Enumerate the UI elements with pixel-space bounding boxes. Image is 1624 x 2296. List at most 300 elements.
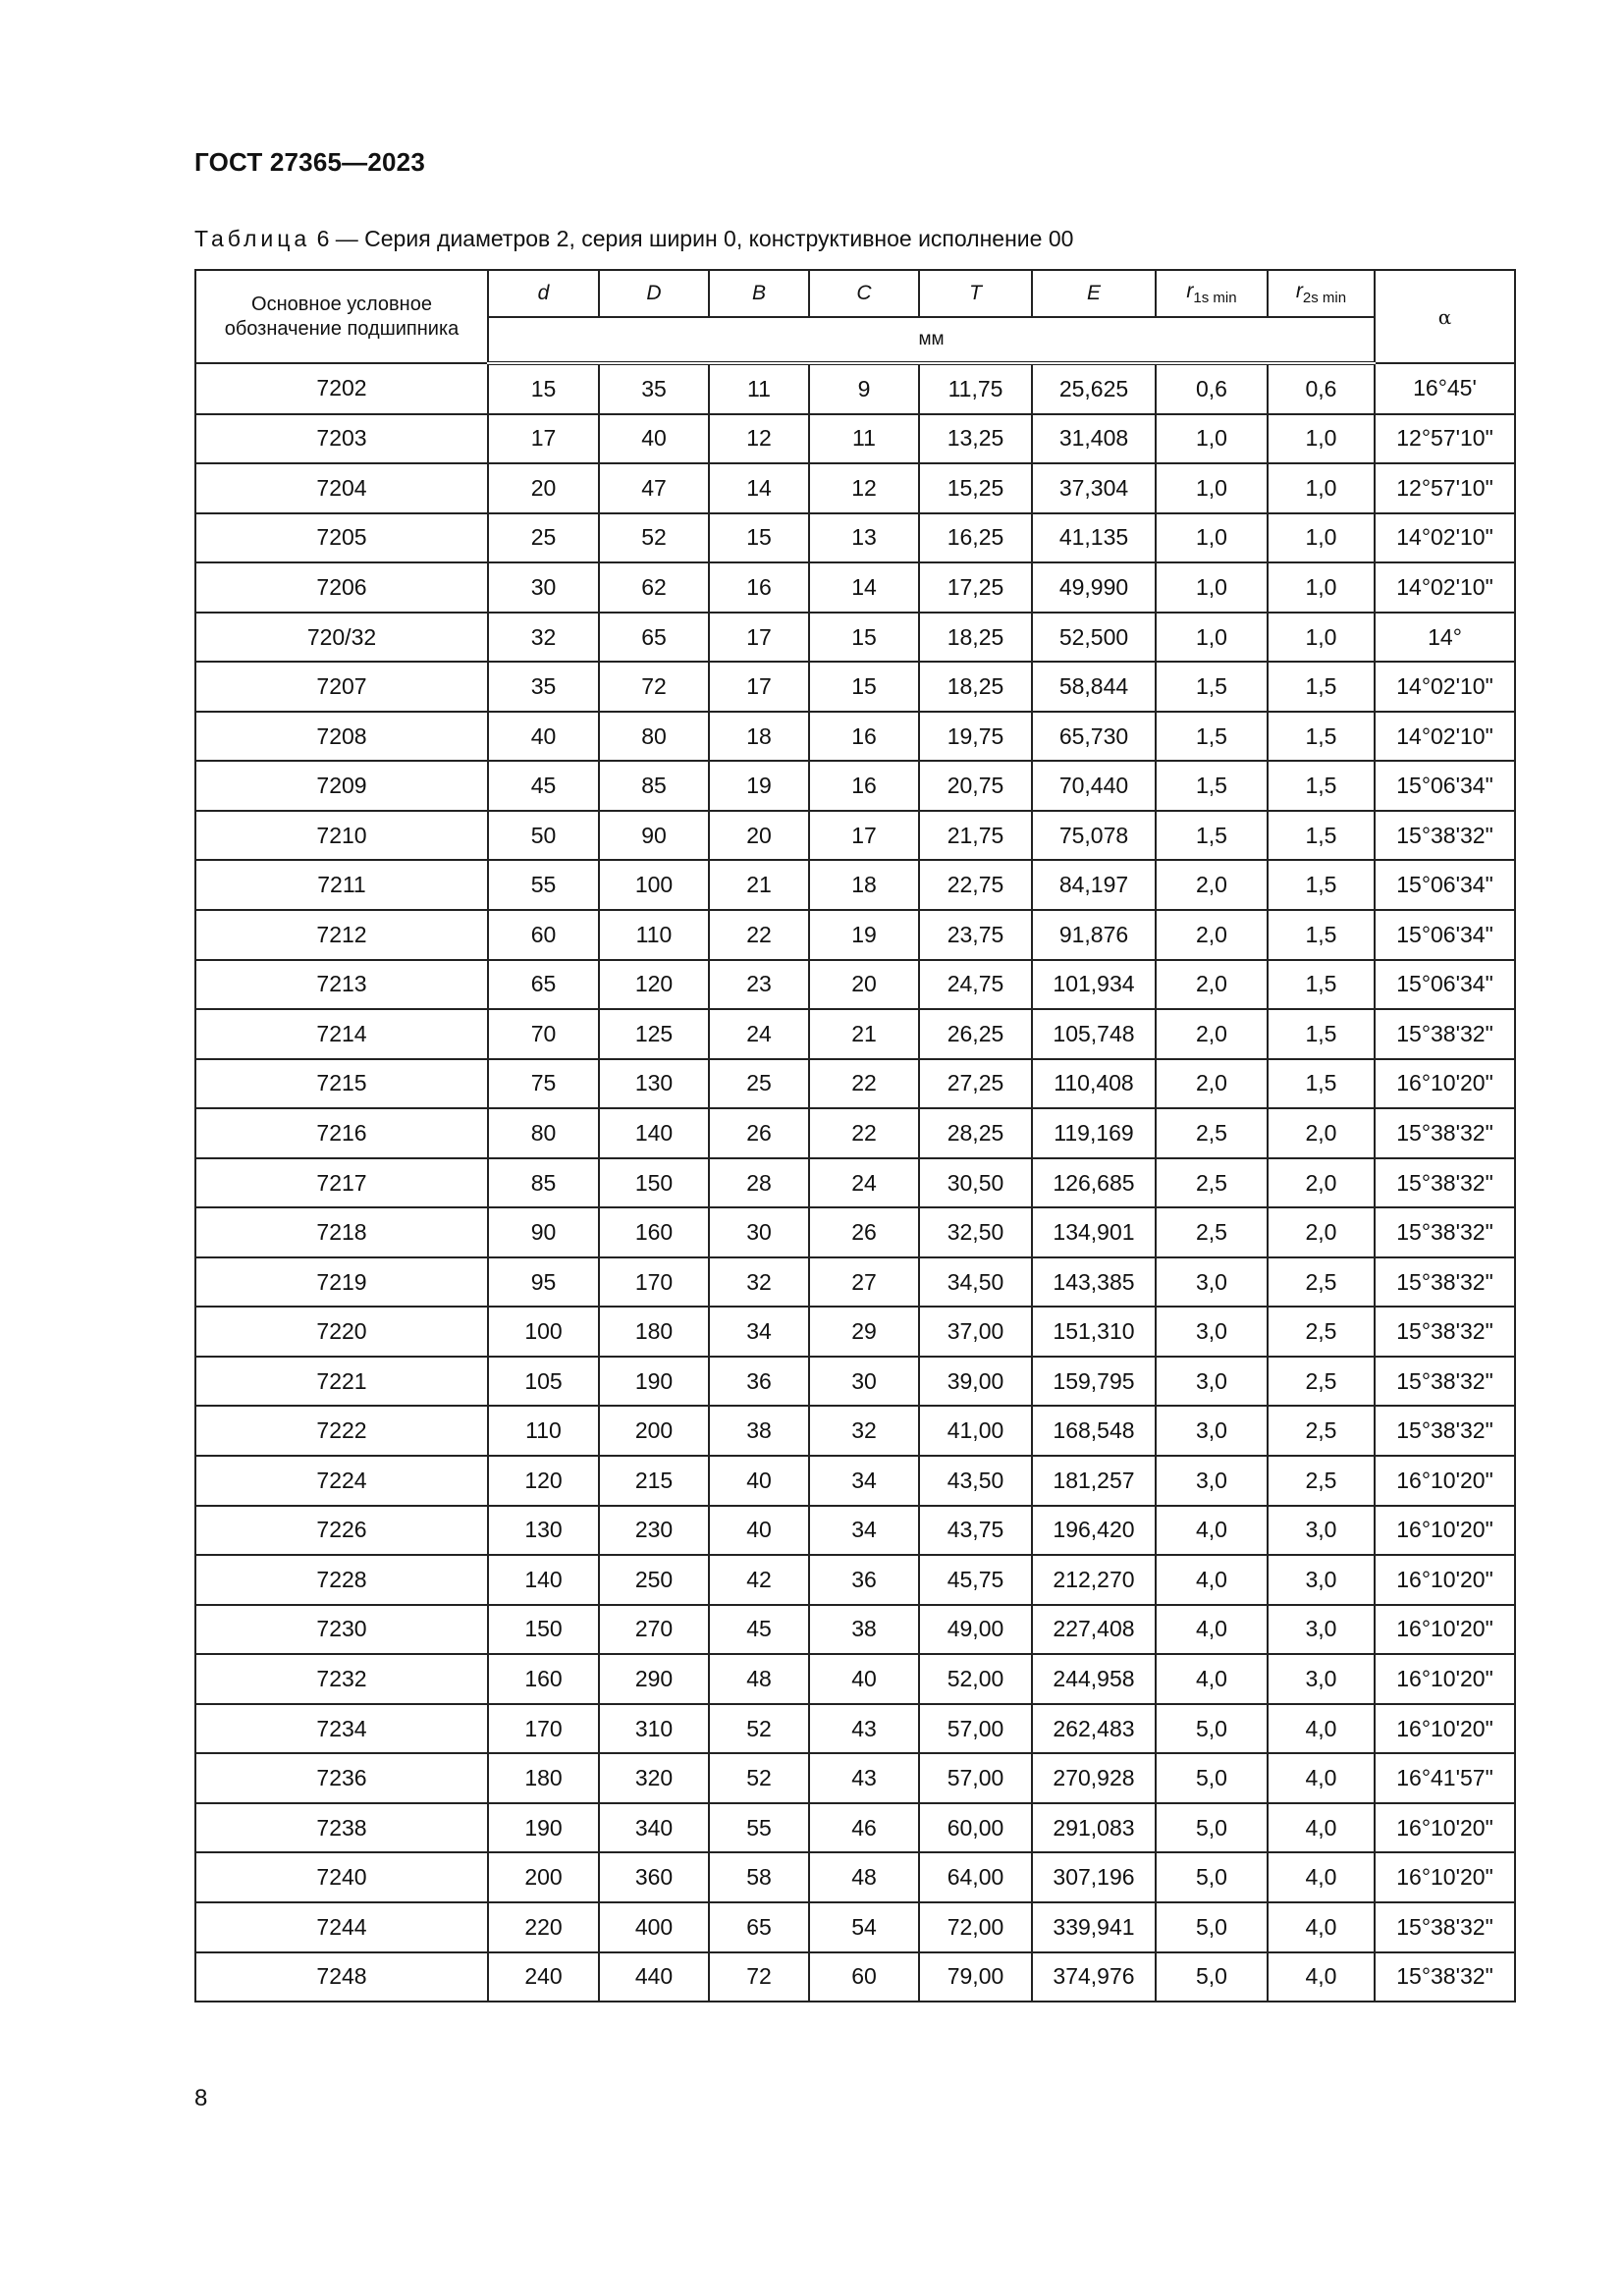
cell-d: 32 (488, 613, 599, 663)
table-row (195, 910, 1515, 960)
cell-T: 15,25 (919, 463, 1032, 513)
table-row (195, 1406, 1515, 1456)
cell-E: 105,748 (1032, 1009, 1156, 1059)
cell-C: 43 (809, 1704, 919, 1754)
cell-D: 65 (599, 613, 709, 663)
cell-alpha: 16°10'20" (1375, 1059, 1515, 1109)
cell-alpha: 14°02'10" (1375, 513, 1515, 563)
cell-T: 21,75 (919, 811, 1032, 861)
cell-r2s-min: 2,0 (1268, 1207, 1375, 1257)
cell-D: 110 (599, 910, 709, 960)
header-r2s-symbol: r (1295, 280, 1303, 303)
cell-C: 38 (809, 1605, 919, 1655)
cell-E: 84,197 (1032, 860, 1156, 910)
cell-designation: 7230 (195, 1605, 488, 1655)
cell-d: 160 (488, 1654, 599, 1704)
cell-T: 43,50 (919, 1456, 1032, 1506)
cell-d: 75 (488, 1059, 599, 1109)
cell-alpha: 16°10'20" (1375, 1456, 1515, 1506)
cell-T: 64,00 (919, 1852, 1032, 1902)
cell-D: 35 (599, 363, 709, 414)
cell-designation: 7234 (195, 1704, 488, 1754)
cell-r1s-min: 2,0 (1156, 960, 1268, 1010)
cell-B: 19 (709, 761, 809, 811)
cell-r2s-min: 2,5 (1268, 1357, 1375, 1407)
header-E: E (1032, 270, 1156, 317)
cell-r1s-min: 4,0 (1156, 1506, 1268, 1556)
cell-r1s-min: 5,0 (1156, 1852, 1268, 1902)
cell-E: 291,083 (1032, 1803, 1156, 1853)
cell-D: 80 (599, 712, 709, 762)
cell-B: 11 (709, 363, 809, 414)
cell-alpha: 16°10'20" (1375, 1605, 1515, 1655)
cell-alpha: 15°38'32" (1375, 1406, 1515, 1456)
cell-r1s-min: 1,5 (1156, 811, 1268, 861)
cell-designation: 7208 (195, 712, 488, 762)
cell-r2s-min: 1,5 (1268, 811, 1375, 861)
cell-B: 38 (709, 1406, 809, 1456)
cell-r2s-min: 2,5 (1268, 1307, 1375, 1357)
cell-D: 85 (599, 761, 709, 811)
cell-r2s-min: 2,0 (1268, 1108, 1375, 1158)
cell-alpha: 15°06'34" (1375, 761, 1515, 811)
cell-E: 75,078 (1032, 811, 1156, 861)
cell-alpha: 16°10'20" (1375, 1704, 1515, 1754)
cell-designation: 7248 (195, 1952, 488, 2002)
table-row (195, 1902, 1515, 1952)
cell-C: 29 (809, 1307, 919, 1357)
cell-alpha: 12°57'10" (1375, 463, 1515, 513)
cell-C: 30 (809, 1357, 919, 1407)
cell-r2s-min: 1,5 (1268, 860, 1375, 910)
cell-r1s-min: 0,6 (1156, 363, 1268, 414)
cell-E: 374,976 (1032, 1952, 1156, 2002)
cell-B: 45 (709, 1605, 809, 1655)
cell-d: 40 (488, 712, 599, 762)
cell-E: 168,548 (1032, 1406, 1156, 1456)
cell-designation: 7238 (195, 1803, 488, 1853)
cell-r2s-min: 2,0 (1268, 1158, 1375, 1208)
table-row (195, 1158, 1515, 1208)
header-r2s-min (1268, 270, 1375, 317)
cell-T: 39,00 (919, 1357, 1032, 1407)
header-r1s-subscript: 1s min (1193, 290, 1237, 307)
cell-r1s-min: 2,5 (1156, 1207, 1268, 1257)
cell-E: 339,941 (1032, 1902, 1156, 1952)
cell-B: 32 (709, 1257, 809, 1308)
cell-r1s-min: 5,0 (1156, 1704, 1268, 1754)
cell-B: 55 (709, 1803, 809, 1853)
cell-T: 52,00 (919, 1654, 1032, 1704)
cell-alpha: 15°38'32" (1375, 1158, 1515, 1208)
cell-d: 105 (488, 1357, 599, 1407)
cell-C: 9 (809, 363, 919, 414)
cell-B: 23 (709, 960, 809, 1010)
cell-E: 134,901 (1032, 1207, 1156, 1257)
cell-r2s-min: 1,5 (1268, 1009, 1375, 1059)
cell-T: 41,00 (919, 1406, 1032, 1456)
cell-D: 62 (599, 562, 709, 613)
cell-B: 16 (709, 562, 809, 613)
cell-B: 22 (709, 910, 809, 960)
cell-C: 26 (809, 1207, 919, 1257)
cell-alpha: 14° (1375, 613, 1515, 663)
header-T: T (919, 270, 1032, 317)
cell-E: 65,730 (1032, 712, 1156, 762)
cell-d: 60 (488, 910, 599, 960)
cell-r1s-min: 1,0 (1156, 613, 1268, 663)
cell-designation: 7236 (195, 1753, 488, 1803)
cell-d: 35 (488, 662, 599, 712)
cell-B: 26 (709, 1108, 809, 1158)
table-row (195, 712, 1515, 762)
cell-d: 45 (488, 761, 599, 811)
cell-r1s-min: 1,5 (1156, 761, 1268, 811)
header-D: D (599, 270, 709, 317)
cell-r2s-min: 2,5 (1268, 1456, 1375, 1506)
cell-D: 320 (599, 1753, 709, 1803)
cell-D: 150 (599, 1158, 709, 1208)
cell-B: 72 (709, 1952, 809, 2002)
cell-d: 25 (488, 513, 599, 563)
cell-r1s-min: 3,0 (1156, 1307, 1268, 1357)
table-row (195, 1852, 1515, 1902)
table-row (195, 1555, 1515, 1605)
cell-r2s-min: 1,5 (1268, 712, 1375, 762)
cell-C: 16 (809, 712, 919, 762)
cell-B: 17 (709, 662, 809, 712)
cell-T: 34,50 (919, 1257, 1032, 1308)
table-row (195, 1357, 1515, 1407)
cell-T: 18,25 (919, 662, 1032, 712)
cell-alpha: 15°38'32" (1375, 1952, 1515, 2002)
cell-d: 140 (488, 1555, 599, 1605)
cell-E: 37,304 (1032, 463, 1156, 513)
cell-T: 17,25 (919, 562, 1032, 613)
cell-T: 30,50 (919, 1158, 1032, 1208)
cell-designation: 7220 (195, 1307, 488, 1357)
header-r2s-subscript: 2s min (1302, 290, 1347, 307)
cell-d: 65 (488, 960, 599, 1010)
cell-B: 36 (709, 1357, 809, 1407)
table-row (195, 1257, 1515, 1308)
cell-alpha: 16°10'20" (1375, 1654, 1515, 1704)
cell-B: 17 (709, 613, 809, 663)
cell-D: 190 (599, 1357, 709, 1407)
cell-B: 34 (709, 1307, 809, 1357)
cell-alpha: 16°41'57" (1375, 1753, 1515, 1803)
cell-D: 440 (599, 1952, 709, 2002)
cell-designation: 7215 (195, 1059, 488, 1109)
cell-r1s-min: 1,0 (1156, 562, 1268, 613)
cell-r1s-min: 3,0 (1156, 1406, 1268, 1456)
cell-r2s-min: 1,0 (1268, 562, 1375, 613)
cell-T: 43,75 (919, 1506, 1032, 1556)
table-caption-prefix: Таблица (194, 226, 311, 251)
cell-designation: 7232 (195, 1654, 488, 1704)
cell-d: 120 (488, 1456, 599, 1506)
cell-D: 310 (599, 1704, 709, 1754)
header-unit: мм (488, 317, 1375, 363)
cell-r1s-min: 5,0 (1156, 1902, 1268, 1952)
header-r1s-symbol: r (1186, 280, 1194, 303)
cell-E: 70,440 (1032, 761, 1156, 811)
cell-D: 360 (599, 1852, 709, 1902)
cell-B: 12 (709, 414, 809, 464)
cell-C: 32 (809, 1406, 919, 1456)
table-row (195, 1654, 1515, 1704)
cell-E: 91,876 (1032, 910, 1156, 960)
cell-designation: 7210 (195, 811, 488, 861)
cell-d: 20 (488, 463, 599, 513)
cell-d: 15 (488, 363, 599, 414)
header-r1s-min (1156, 270, 1268, 317)
cell-T: 27,25 (919, 1059, 1032, 1109)
bearing-dimensions-table (194, 269, 1516, 2002)
cell-d: 220 (488, 1902, 599, 1952)
cell-d: 80 (488, 1108, 599, 1158)
cell-D: 47 (599, 463, 709, 513)
cell-E: 244,958 (1032, 1654, 1156, 1704)
cell-alpha: 15°06'34" (1375, 860, 1515, 910)
cell-r2s-min: 2,5 (1268, 1257, 1375, 1308)
cell-D: 52 (599, 513, 709, 563)
table-row (195, 761, 1515, 811)
cell-C: 15 (809, 662, 919, 712)
header-C: C (809, 270, 919, 317)
table-row (195, 860, 1515, 910)
cell-B: 24 (709, 1009, 809, 1059)
cell-designation: 7244 (195, 1902, 488, 1952)
cell-E: 101,934 (1032, 960, 1156, 1010)
table-row (195, 960, 1515, 1010)
cell-E: 119,169 (1032, 1108, 1156, 1158)
cell-r1s-min: 1,5 (1156, 712, 1268, 762)
cell-r1s-min: 4,0 (1156, 1654, 1268, 1704)
cell-D: 180 (599, 1307, 709, 1357)
cell-r2s-min: 3,0 (1268, 1555, 1375, 1605)
cell-E: 151,310 (1032, 1307, 1156, 1357)
cell-C: 27 (809, 1257, 919, 1308)
cell-B: 30 (709, 1207, 809, 1257)
table-row (195, 513, 1515, 563)
cell-r2s-min: 4,0 (1268, 1852, 1375, 1902)
cell-D: 400 (599, 1902, 709, 1952)
cell-T: 11,75 (919, 363, 1032, 414)
cell-C: 12 (809, 463, 919, 513)
cell-designation: 7204 (195, 463, 488, 513)
cell-r2s-min: 2,5 (1268, 1406, 1375, 1456)
table-row (195, 1108, 1515, 1158)
table-row (195, 1009, 1515, 1059)
cell-D: 40 (599, 414, 709, 464)
cell-r1s-min: 3,0 (1156, 1257, 1268, 1308)
cell-E: 58,844 (1032, 662, 1156, 712)
cell-r2s-min: 0,6 (1268, 363, 1375, 414)
cell-D: 140 (599, 1108, 709, 1158)
cell-alpha: 15°38'32" (1375, 1902, 1515, 1952)
cell-D: 340 (599, 1803, 709, 1853)
table-body (195, 363, 1515, 2002)
header-d: d (488, 270, 599, 317)
cell-alpha: 15°06'34" (1375, 910, 1515, 960)
cell-B: 28 (709, 1158, 809, 1208)
table-row (195, 613, 1515, 663)
cell-B: 65 (709, 1902, 809, 1952)
cell-B: 48 (709, 1654, 809, 1704)
cell-B: 42 (709, 1555, 809, 1605)
cell-T: 72,00 (919, 1902, 1032, 1952)
cell-T: 13,25 (919, 414, 1032, 464)
header-alpha: α (1375, 270, 1515, 363)
cell-T: 79,00 (919, 1952, 1032, 2002)
cell-D: 72 (599, 662, 709, 712)
cell-T: 16,25 (919, 513, 1032, 563)
cell-D: 90 (599, 811, 709, 861)
cell-alpha: 16°10'20" (1375, 1803, 1515, 1853)
cell-D: 290 (599, 1654, 709, 1704)
table-row (195, 1704, 1515, 1754)
cell-C: 34 (809, 1456, 919, 1506)
table-row (195, 1307, 1515, 1357)
cell-d: 130 (488, 1506, 599, 1556)
cell-designation: 7224 (195, 1456, 488, 1506)
table-row (195, 1506, 1515, 1556)
cell-C: 21 (809, 1009, 919, 1059)
cell-C: 22 (809, 1108, 919, 1158)
cell-D: 125 (599, 1009, 709, 1059)
cell-d: 200 (488, 1852, 599, 1902)
cell-r2s-min: 1,0 (1268, 463, 1375, 513)
cell-C: 18 (809, 860, 919, 910)
cell-designation: 720/32 (195, 613, 488, 663)
cell-r2s-min: 1,5 (1268, 761, 1375, 811)
cell-E: 126,685 (1032, 1158, 1156, 1208)
table-row (195, 1803, 1515, 1853)
cell-B: 25 (709, 1059, 809, 1109)
cell-r1s-min: 2,0 (1156, 860, 1268, 910)
cell-designation: 7226 (195, 1506, 488, 1556)
cell-E: 262,483 (1032, 1704, 1156, 1754)
cell-designation: 7213 (195, 960, 488, 1010)
cell-r2s-min: 1,0 (1268, 613, 1375, 663)
cell-D: 250 (599, 1555, 709, 1605)
cell-E: 110,408 (1032, 1059, 1156, 1109)
table-row (195, 562, 1515, 613)
cell-r1s-min: 4,0 (1156, 1555, 1268, 1605)
cell-d: 170 (488, 1704, 599, 1754)
cell-designation: 7209 (195, 761, 488, 811)
cell-E: 143,385 (1032, 1257, 1156, 1308)
cell-C: 48 (809, 1852, 919, 1902)
cell-D: 270 (599, 1605, 709, 1655)
table-row (195, 1952, 1515, 2002)
cell-alpha: 15°38'32" (1375, 811, 1515, 861)
cell-B: 18 (709, 712, 809, 762)
cell-designation: 7217 (195, 1158, 488, 1208)
cell-d: 90 (488, 1207, 599, 1257)
cell-T: 28,25 (919, 1108, 1032, 1158)
cell-r2s-min: 4,0 (1268, 1803, 1375, 1853)
table-row (195, 662, 1515, 712)
cell-E: 196,420 (1032, 1506, 1156, 1556)
cell-alpha: 15°38'32" (1375, 1108, 1515, 1158)
cell-r2s-min: 4,0 (1268, 1753, 1375, 1803)
cell-E: 307,196 (1032, 1852, 1156, 1902)
cell-E: 41,135 (1032, 513, 1156, 563)
cell-alpha: 15°38'32" (1375, 1257, 1515, 1308)
cell-r1s-min: 1,5 (1156, 662, 1268, 712)
table-row (195, 363, 1515, 414)
cell-d: 85 (488, 1158, 599, 1208)
cell-D: 230 (599, 1506, 709, 1556)
cell-C: 60 (809, 1952, 919, 2002)
cell-D: 200 (599, 1406, 709, 1456)
cell-designation: 7228 (195, 1555, 488, 1605)
cell-T: 57,00 (919, 1753, 1032, 1803)
cell-C: 16 (809, 761, 919, 811)
table-row (195, 1456, 1515, 1506)
cell-D: 215 (599, 1456, 709, 1506)
cell-r2s-min: 1,5 (1268, 1059, 1375, 1109)
cell-r2s-min: 1,5 (1268, 662, 1375, 712)
cell-r1s-min: 1,0 (1156, 513, 1268, 563)
cell-C: 36 (809, 1555, 919, 1605)
cell-alpha: 14°02'10" (1375, 712, 1515, 762)
cell-designation: 7206 (195, 562, 488, 613)
cell-alpha: 15°38'32" (1375, 1009, 1515, 1059)
cell-alpha: 15°06'34" (1375, 960, 1515, 1010)
cell-E: 25,625 (1032, 363, 1156, 414)
cell-alpha: 15°38'32" (1375, 1207, 1515, 1257)
cell-r1s-min: 1,0 (1156, 414, 1268, 464)
table-row (195, 463, 1515, 513)
cell-d: 50 (488, 811, 599, 861)
cell-designation: 7207 (195, 662, 488, 712)
cell-E: 159,795 (1032, 1357, 1156, 1407)
cell-d: 150 (488, 1605, 599, 1655)
cell-r1s-min: 2,0 (1156, 910, 1268, 960)
table-caption (194, 226, 1073, 252)
table-row (195, 414, 1515, 464)
cell-T: 23,75 (919, 910, 1032, 960)
cell-r2s-min: 3,0 (1268, 1605, 1375, 1655)
cell-designation: 7212 (195, 910, 488, 960)
cell-r2s-min: 3,0 (1268, 1654, 1375, 1704)
cell-B: 52 (709, 1753, 809, 1803)
cell-r2s-min: 1,5 (1268, 960, 1375, 1010)
cell-E: 31,408 (1032, 414, 1156, 464)
cell-T: 19,75 (919, 712, 1032, 762)
header-B: B (709, 270, 809, 317)
cell-r2s-min: 1,0 (1268, 414, 1375, 464)
cell-T: 45,75 (919, 1555, 1032, 1605)
cell-C: 43 (809, 1753, 919, 1803)
cell-r1s-min: 5,0 (1156, 1753, 1268, 1803)
cell-r1s-min: 5,0 (1156, 1803, 1268, 1853)
cell-designation: 7211 (195, 860, 488, 910)
cell-E: 52,500 (1032, 613, 1156, 663)
cell-d: 110 (488, 1406, 599, 1456)
cell-T: 22,75 (919, 860, 1032, 910)
cell-D: 100 (599, 860, 709, 910)
cell-C: 34 (809, 1506, 919, 1556)
cell-designation: 7216 (195, 1108, 488, 1158)
cell-d: 17 (488, 414, 599, 464)
cell-designation: 7202 (195, 363, 488, 414)
cell-T: 57,00 (919, 1704, 1032, 1754)
cell-designation: 7205 (195, 513, 488, 563)
